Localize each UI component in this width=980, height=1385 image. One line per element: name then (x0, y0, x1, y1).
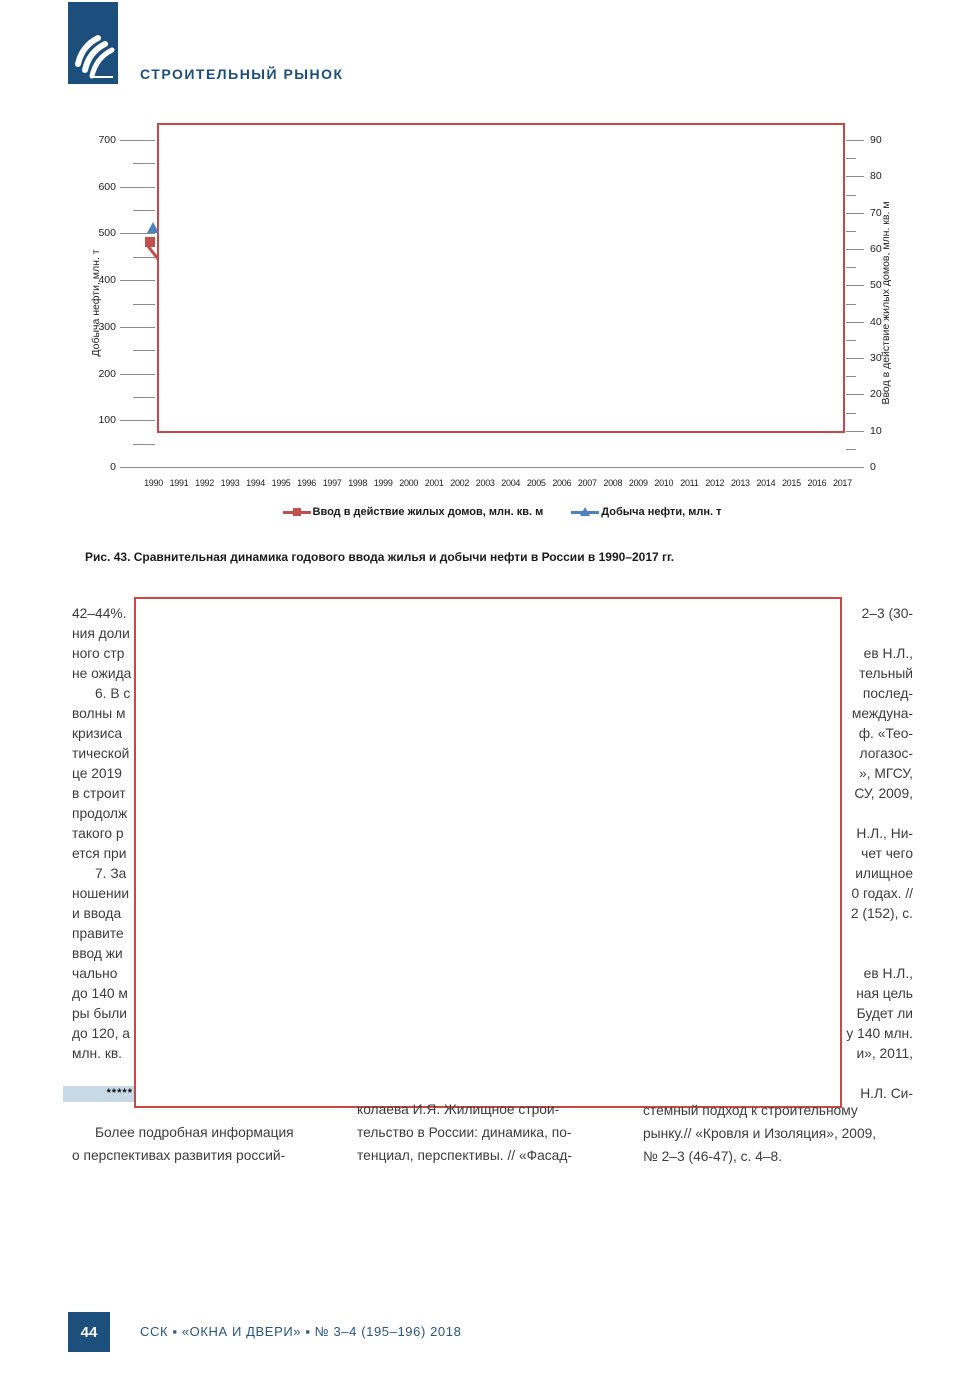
legend-line-sample (283, 511, 311, 514)
right-axis-tick-label: 70 (870, 206, 882, 219)
text-line: це 2019 (72, 766, 122, 781)
text-line: послед- (862, 686, 913, 701)
year-label: 2009 (628, 478, 648, 488)
section-separator-stars: ***** (63, 1086, 134, 1102)
right-axis-tick-label: 50 (870, 279, 882, 292)
legend-item (571, 506, 721, 518)
right-axis-tick-mark (846, 431, 864, 432)
text-line: 42–44%. (72, 606, 127, 621)
year-label: 1992 (195, 478, 214, 488)
chart-legend (157, 506, 847, 518)
x-axis-line (140, 467, 856, 468)
year-label: 2007 (577, 478, 597, 488)
left-column-continued (72, 1121, 340, 1167)
left-axis-minor-tick (133, 210, 155, 211)
text-line: Будет ли (856, 1006, 913, 1021)
right-axis-tick-label: 0 (870, 461, 876, 473)
year-label: 2006 (552, 478, 572, 488)
left-axis-tick-mark (120, 280, 155, 281)
oil-series-triangle-marker (147, 222, 159, 233)
redaction-box-chart (157, 123, 845, 433)
left-axis-tick-mark (120, 374, 155, 375)
section-title: СТРОИТЕЛЬНЫЙ РЫНОК (140, 66, 344, 82)
text-line: ного стр (72, 646, 125, 661)
text-line: 6. В с (72, 686, 131, 701)
housing-series-square-marker (145, 237, 155, 247)
text-line: ры были (72, 1006, 127, 1021)
right-column-continued (643, 1099, 928, 1168)
text-line: тической (72, 746, 130, 761)
text-line: ев Н.Л., (863, 966, 913, 981)
right-axis-minor-tick (846, 158, 856, 159)
text-line: чет чего (861, 846, 913, 861)
right-axis-title: Ввод в действие жилых домов, млн. кв. м (880, 201, 892, 405)
text-line: илищное (855, 866, 913, 881)
year-label: 2003 (475, 478, 495, 488)
right-axis-minor-tick (846, 376, 856, 377)
text-line: не ожида (72, 666, 132, 681)
text-line: о перспективах развития россий- (72, 1148, 286, 1163)
text-line: СУ, 2009, (854, 786, 913, 801)
left-axis-tick-label: 700 (98, 134, 116, 146)
right-axis-tick-mark (846, 140, 864, 141)
right-axis-tick-label: 90 (870, 134, 882, 146)
left-axis-tick-mark (120, 327, 155, 328)
left-axis-tick-label: 200 (98, 367, 116, 380)
text-line: в строит (72, 786, 126, 801)
right-axis-minor-tick (846, 413, 856, 414)
right-axis-minor-tick (846, 304, 856, 305)
x-axis-year-labels (141, 478, 855, 488)
legend-item (283, 506, 544, 518)
right-axis-tick-mark (846, 358, 864, 359)
right-axis-tick-mark (846, 249, 864, 250)
text-line: стемный подход к строительному (643, 1103, 858, 1118)
right-axis-tick-label: 40 (870, 315, 882, 328)
legend-label: Добыча нефти, млн. т (601, 506, 722, 518)
right-axis-tick-label: 30 (870, 352, 882, 364)
text-line: млн. кв. (72, 1046, 123, 1061)
text-line: 2–3 (30- (861, 606, 913, 621)
right-axis-minor-tick (846, 340, 856, 341)
left-axis-tick-label: 500 (98, 227, 116, 240)
text-line: тельство в России: динамика, по- (357, 1125, 572, 1140)
text-line: до 120, а (72, 1026, 130, 1041)
text-line: колаева И.Я. Жилищное строи- (357, 1102, 560, 1117)
text-line: и», 2011, (856, 1046, 913, 1061)
left-axis-tick-label: 0 (110, 461, 116, 473)
text-line: ная цель (856, 986, 913, 1001)
year-label: 2001 (424, 478, 444, 488)
right-axis-tick-label: 60 (870, 243, 882, 255)
year-label: 1991 (169, 478, 189, 488)
right-axis-minor-tick (846, 195, 856, 196)
text-line: волны м (72, 706, 126, 721)
text-line: до 140 м (72, 986, 128, 1001)
text-line: логазос- (859, 746, 913, 761)
right-axis-minor-tick (846, 231, 856, 232)
text-line: у 140 млн. (846, 1026, 913, 1041)
year-label: 1990 (144, 478, 163, 488)
year-label: 2005 (526, 478, 546, 488)
right-axis-tick-label: 20 (870, 388, 882, 401)
left-axis-tick-mark (120, 140, 155, 141)
year-label: 2016 (807, 478, 827, 488)
year-label: 2000 (399, 478, 419, 488)
year-label: 1993 (220, 478, 240, 488)
year-label: 1999 (373, 478, 393, 488)
left-axis-minor-tick (133, 350, 155, 351)
text-line: Более подробная информация (72, 1125, 294, 1140)
right-axis-minor-tick (846, 267, 856, 268)
left-axis-tick-label: 100 (98, 414, 116, 427)
left-axis-tick-mark (120, 420, 155, 421)
left-axis-tick-label: 600 (98, 180, 116, 193)
year-label: 2015 (781, 478, 801, 488)
publisher-logo (68, 2, 118, 84)
right-axis-tick-mark (846, 213, 864, 214)
text-line: 7. За (72, 866, 127, 881)
year-label: 2002 (450, 478, 470, 488)
text-line: и ввода (72, 906, 122, 921)
text-line: ф. «Тео- (858, 726, 913, 741)
legend-line-sample (571, 511, 599, 514)
left-axis-minor-tick (133, 444, 155, 445)
text-line: чально (72, 966, 118, 981)
text-line: Н.Л., Ни- (856, 826, 913, 841)
legend-triangle-marker-icon (580, 507, 590, 516)
right-axis-tick-mark (846, 322, 864, 323)
text-line: 2 (152), с. (850, 906, 913, 921)
text-line: ношении (72, 886, 130, 901)
right-axis-tick-mark (846, 285, 864, 286)
text-line: тельный (859, 666, 913, 681)
year-label: 1994 (246, 478, 265, 488)
left-axis-tick-label: 400 (98, 274, 116, 287)
year-label: 2013 (730, 478, 750, 488)
left-axis-tick-mark (120, 233, 155, 234)
redaction-box-text (134, 597, 842, 1108)
text-line: Н.Л. Си- (860, 1086, 913, 1101)
text-line: ввод жи (72, 946, 123, 961)
legend-label: Ввод в действие жилых домов, млн. кв. м (312, 506, 544, 518)
text-line: междуна- (851, 706, 913, 721)
text-line: », МГСУ, (859, 766, 913, 781)
year-label: 1995 (271, 478, 291, 488)
year-label: 1997 (322, 478, 342, 488)
text-line: ется при (72, 846, 127, 861)
year-label: 2004 (501, 478, 521, 488)
year-label: 2014 (756, 478, 776, 488)
journal-footer-line: ССК ▪ «ОКНА И ДВЕРИ» ▪ № 3–4 (195–196) 2018 (140, 1324, 462, 1339)
left-axis-minor-tick (133, 257, 155, 258)
text-line: кризиса (72, 726, 123, 741)
page-number: 44 (68, 1312, 110, 1352)
right-axis-tick-label: 10 (870, 424, 882, 437)
right-axis-minor-tick (846, 449, 856, 450)
left-axis-tick-mark (120, 187, 155, 188)
year-label: 2012 (705, 478, 725, 488)
left-axis-minor-tick (133, 163, 155, 164)
left-axis-tick-label: 300 (98, 320, 116, 333)
left-axis-minor-tick (133, 397, 155, 398)
right-axis-tick-label: 80 (870, 170, 882, 183)
figure-caption: Рис. 43. Сравнительная динамика годового ввода жилья и добычи нефти в России в 1990–2017 гг. (85, 550, 675, 564)
text-line: такого р (72, 826, 124, 841)
feather-swoosh-icon (68, 2, 118, 84)
year-label: 1998 (348, 478, 368, 488)
left-axis-minor-tick (133, 304, 155, 305)
text-line: продолж (72, 806, 128, 821)
text-line: ев Н.Л., (863, 646, 913, 661)
text-line: 0 годах. // (851, 886, 913, 901)
text-line: ния доли (72, 626, 130, 641)
year-label: 2011 (680, 478, 699, 488)
year-label: 2017 (833, 478, 852, 488)
text-line: тенциал, перспективы. // «Фасад- (357, 1148, 572, 1163)
middle-column-continued (357, 1098, 637, 1167)
text-line: правите (72, 926, 124, 941)
year-label: 1996 (297, 478, 316, 488)
legend-square-marker-icon (293, 508, 301, 516)
left-axis-title: Добыча нефти, млн. т (90, 249, 102, 357)
year-label: 2008 (603, 478, 623, 488)
right-axis-tick-mark (846, 394, 864, 395)
right-axis-tick-mark (846, 176, 864, 177)
text-line: № 2–3 (46-47), с. 4–8. (643, 1149, 783, 1164)
year-label: 2010 (654, 478, 674, 488)
text-line: рынку.// «Кровля и Изоляция», 2009, (643, 1126, 877, 1141)
